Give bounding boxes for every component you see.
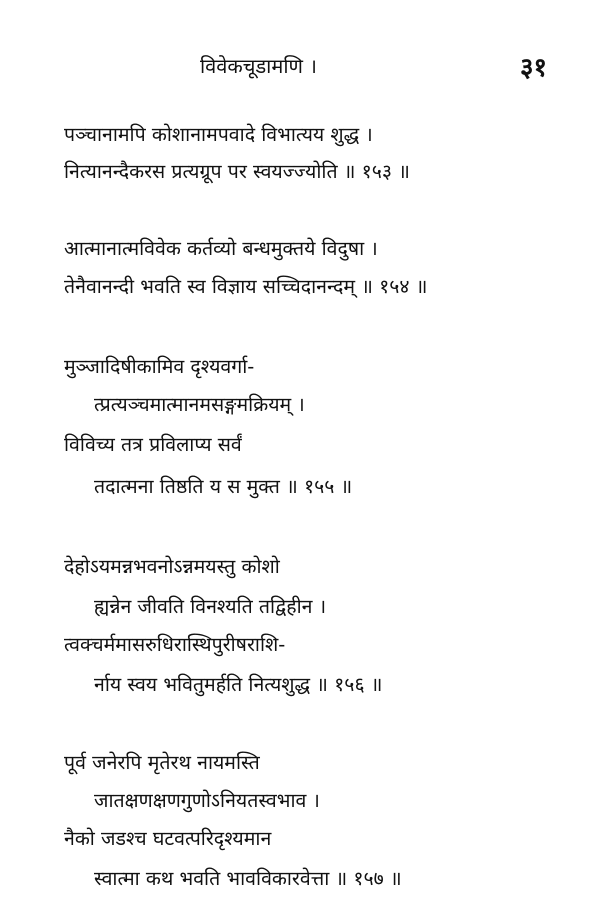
page-number: ३१ — [520, 53, 548, 83]
verse-line: त्वक्चर्ममासरुधिरास्थिपुरीषराशि- — [64, 633, 286, 656]
verse-line: तेनैवानन्दी भवति स्व विज्ञाय सच्चिदानन्दम् ॥ १५४ ॥ — [64, 275, 428, 298]
verse-line: देहोऽयमन्नभवनोऽन्नमयस्तु कोशो — [64, 555, 280, 578]
running-title: विवेकचूडामणि । — [200, 54, 317, 78]
verse-line: त्प्रत्यञ्चमात्मानमसङ्गमक्रियम् । — [94, 393, 305, 416]
verse-line: तदात्मना तिष्ठति य स मुक्त ॥ १५५ ॥ — [94, 475, 353, 498]
verse-line: पञ्चानामपि कोशानामपवादे विभात्यय शुद्ध । — [64, 123, 373, 146]
verse-line: मुञ्जादिषीकामिव दृश्यवर्गा- — [64, 355, 255, 378]
verse-line: जातक्षणक्षणगुणोऽनियतस्वभाव । — [94, 789, 320, 812]
verse-line: नित्यानन्दैकरस प्रत्यग्रूप पर स्वयज्ज्योति ॥ १५३ ॥ — [64, 160, 410, 183]
verse-line: स्वात्मा कथ भवति भावविकारवेत्ता ॥ १५७ ॥ — [94, 867, 402, 890]
verse-line: र्नाय स्वय भवितुमर्हति नित्यशुद्ध ॥ १५६ ॥ — [94, 673, 383, 696]
verse-line: ह्यन्नेन जीवति विनश्यति तद्विहीन । — [94, 595, 327, 618]
verse-line: आत्मानात्मविवेक कर्तव्यो बन्धमुक्तये विदुषा । — [64, 237, 378, 260]
verse-line: पूर्व जनेरपि मृतेरथ नायमस्ति — [64, 751, 260, 774]
verse-line: नैको जडश्च घटवत्परिदृश्यमान — [64, 827, 272, 850]
page-header — [0, 52, 600, 92]
verse-line: विविच्य तत्र प्रविलाप्य सर्वं — [64, 433, 242, 456]
